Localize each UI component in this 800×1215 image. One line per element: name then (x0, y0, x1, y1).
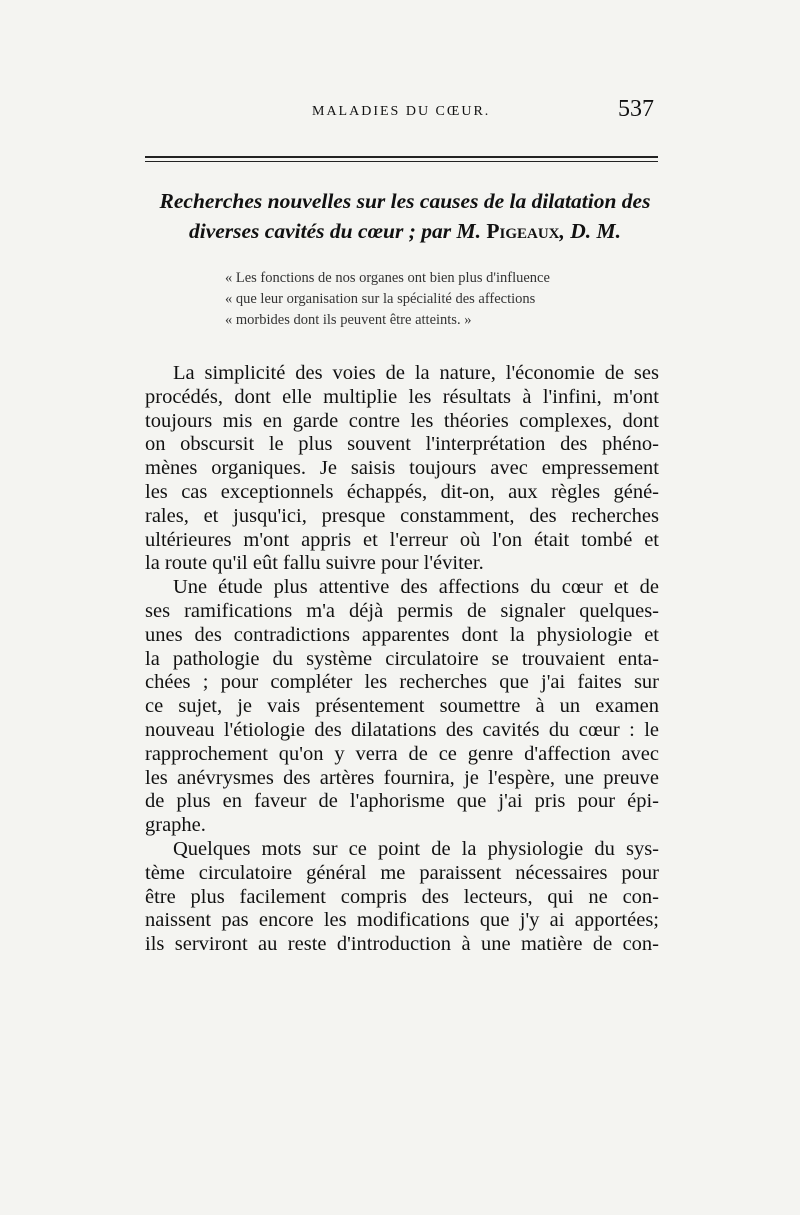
text-line: ultérieures m'ont appris et l'erreur où l'on était tombé et (145, 528, 659, 551)
epigraph (225, 268, 665, 331)
title-line: Recherches nouvelles sur les causes de la dilatation des (159, 189, 651, 213)
header-rule (145, 156, 658, 158)
text-line: naissent pas encore les modifications que j'y ai apportées; (145, 909, 659, 932)
running-title: MALADIES DU CŒUR. (312, 104, 491, 119)
text-line: on obscursit le plus souvent l'interprétation des phéno- (145, 433, 659, 456)
text-line: de plus en faveur de l'aphorisme que j'ai pris pour épi- (145, 790, 659, 813)
author-name: Pigeaux (486, 219, 560, 243)
text-line: être plus facilement compris des lecteurs, qui ne con- (145, 885, 659, 908)
text-line: mènes organiques. Je saisis toujours avec empressement (145, 457, 659, 480)
text-line: unes des contradictions apparentes dont la physiologie et (145, 623, 659, 646)
text-line: graphe. (145, 814, 206, 837)
text-line: rales, et jusqu'ici, presque constamment, des recherches (145, 504, 659, 527)
text-line: rapprochement qu'on y verra de ce genre d'affection avec (145, 742, 659, 765)
author-suffix: , D. M. (559, 219, 622, 243)
text-line: toujours mis en garde contre les théories complexes, dont (145, 409, 659, 432)
epigraph-line: « morbides dont ils peuvent être atteints. » (225, 312, 472, 328)
text-line: les anévrysmes des artères fournira, je l'espère, une preuve (145, 766, 659, 789)
text-line: chées ; pour compléter les recherches que j'ai faites sur (145, 671, 659, 694)
epigraph-line: « Les fonctions de nos organes ont bien plus d'influence (225, 270, 550, 286)
running-head (0, 96, 800, 126)
text-line: La simplicité des voies de la nature, l'économie de ses (173, 362, 659, 384)
title-line-text: diverses cavités du cœur ; par M. (188, 219, 481, 243)
header-rule-thin (145, 161, 658, 162)
epigraph-line: « que leur organisation sur la spécialité des affections (225, 291, 536, 307)
body-text (145, 362, 659, 957)
text-line: la route qu'il eût fallu suivre pour l'éviter. (145, 552, 484, 575)
text-line: les cas exceptionnels échappés, dit-on, aux règles géné- (145, 480, 659, 503)
text-line: ses ramifications m'a déjà permis de signaler quelques- (145, 599, 659, 622)
text-line: Une étude plus attentive des affections du cœur et de (173, 576, 659, 599)
text-line: Quelques mots sur ce point de la physiologie du sys- (173, 837, 659, 860)
page-number: 537 (618, 96, 654, 122)
text-line: ce sujet, je vais présentement soumettre à un examen (145, 695, 659, 718)
text-line: ils serviront au reste d'introduction à une matière de con- (145, 933, 659, 956)
article-title (145, 186, 665, 246)
text-line: procédés, dont elle multiplie les résultats à l'infini, m'ont (145, 385, 659, 408)
text-line: tème circulatoire général me paraissent nécessaires pour (145, 861, 659, 884)
title-line (145, 216, 665, 246)
text-line: la pathologie du système circulatoire se trouvaient enta- (145, 647, 659, 670)
text-line: nouveau l'étiologie des dilatations des cavités du cœur : le (145, 718, 659, 741)
